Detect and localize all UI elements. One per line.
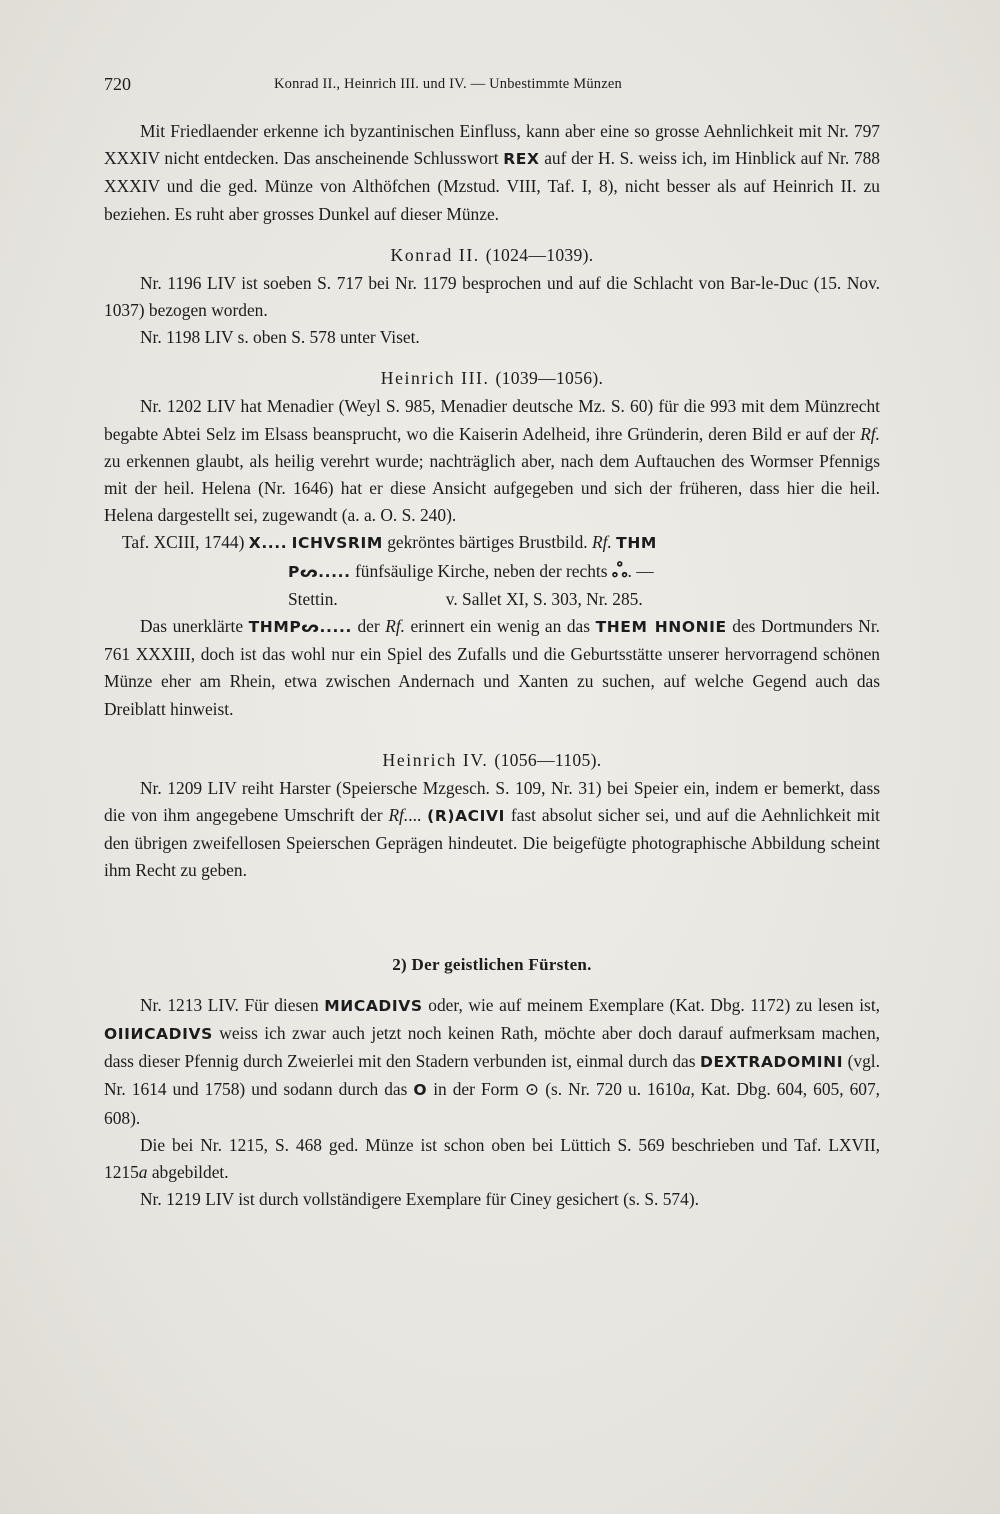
coin-legend: THM xyxy=(616,534,657,553)
reverse-abbrev: Rf. xyxy=(388,805,409,826)
coin-legend: REX xyxy=(503,150,540,169)
italic-letter: a xyxy=(681,1079,691,1100)
section2-paragraph-3: Nr. 1219 LIV ist durch vollständigere Exemplare für Ciney gesichert (s. S. 574). xyxy=(140,1189,699,1210)
page-number: 720 xyxy=(104,74,131,94)
heinrich3-paragraph-2 xyxy=(104,613,880,723)
coin-legend: Pᔕ..... xyxy=(288,562,351,581)
coin-legend: O xyxy=(413,1081,428,1100)
text-run: in der Form xyxy=(427,1079,525,1100)
heading-name: Heinrich III. xyxy=(380,368,490,389)
text-run: fast absolut sicher sei, und auf die Aehnlichkeit mit den übrigen zweifellosen Speierschen Geprägen hindeutet. Die beigefügte photographische Abbildung scheint ihm Recht zu geben. xyxy=(104,805,880,881)
text-run: Mit Friedlaender erkenne ich byzantinischen Einfluss, kann aber eine so grosse Aehnlichkeit mit Nr. 797 XXXIV nicht entdecken. Das anscheinende Schlusswort xyxy=(104,121,880,169)
coin-entry-line-3 xyxy=(104,586,880,613)
heading-heinrich-3 xyxy=(104,363,880,393)
konrad-paragraph-2: Nr. 1198 LIV s. oben S. 578 unter Viset. xyxy=(140,327,420,348)
text-run: v. Sallet XI, S. 303, Nr. 285. xyxy=(445,588,643,609)
coin-legend: THMPᔕ..... xyxy=(248,618,352,637)
konrad-paragraph-1: Nr. 1196 LIV ist soeben S. 717 bei Nr. 1179 besprochen und auf die Schlacht von Bar-le-Duc (15. Nov. 1037) bezogen worden. xyxy=(104,272,880,321)
trefoil-icon: ஃ xyxy=(611,559,628,582)
coin-legend: (R)ACIVI xyxy=(427,807,505,826)
heading-name: Konrad II. xyxy=(390,244,480,265)
coin-legend: ICHVSRIM xyxy=(291,534,383,553)
text-run: des Dortmunders Nr. 761 XXXIII, doch ist das wohl nur ein Spiel des Zufalls und die Geburtsstätte unserer hervorragend schönen Münze eher am Rhein, etwa zwischen Andernach und Xanten zu suchen, auf welche Gegend auch das Dreiblatt hinweist. xyxy=(104,616,880,719)
text-run: (s. Nr. 720 u. 1610 xyxy=(539,1079,682,1100)
text-run: (vgl. Nr. 1614 und 1758) und sodann durch das xyxy=(104,1051,880,1100)
heading-konrad xyxy=(104,240,880,270)
page-header xyxy=(104,74,880,102)
text-run: . — xyxy=(627,560,654,581)
text-run: Nr. 1209 LIV reiht Harster (Speiersche Mzgesch. S. 109, Nr. 31) bei Speier ein, indem er bemerkt, dass die von ihm angegebene Umschrift der xyxy=(104,777,880,826)
heading-name: Heinrich IV. xyxy=(382,749,489,770)
heinrich3-paragraph-1 xyxy=(104,393,880,529)
reverse-abbrev: Rf. xyxy=(591,532,612,553)
text-run: Das unerklärte xyxy=(140,616,249,637)
section2-paragraph-2 xyxy=(104,1132,880,1186)
text-run: Die bei Nr. 1215, S. 468 ged. Münze ist schon oben bei Lüttich S. 569 beschrieben und Taf. LXVII, 1215 xyxy=(104,1134,880,1183)
section2-paragraph-1 xyxy=(104,992,880,1132)
coin-entry-line-2 xyxy=(104,558,880,586)
coin-legend: THEM HNONIE xyxy=(595,618,727,637)
heading-years: (1056—1105). xyxy=(494,749,602,770)
running-head: Konrad II., Heinrich III. und IV. — Unbestimmte Münzen xyxy=(274,76,622,92)
coin-legend: OIIИCADIVS xyxy=(104,1025,213,1044)
text-run: ... xyxy=(408,805,428,826)
italic-letter: a xyxy=(138,1162,148,1183)
text-run: Nr. 1202 LIV hat Menadier (Weyl S. 985, Menadier deutsche Mz. S. 60) für die 993 mit dem Münzrecht begabte Abtei Selz im Elsass beansprucht, wo die Kaiserin Adelheid, ihre Gründerin, deren Bild er auf der xyxy=(104,396,880,444)
coin-legend: DEXTRADOMINI xyxy=(700,1053,844,1072)
circle-dot-icon: ⊙ xyxy=(524,1079,540,1100)
intro-paragraph xyxy=(104,118,880,228)
text-run: fünfsäulige Kirche, neben der rechts xyxy=(350,560,612,581)
coin-legend: X.... xyxy=(248,534,288,553)
text-run: , Kat. Dbg. 604, 605, 607, 608). xyxy=(104,1079,881,1128)
text-run: zu erkennen glaubt, als heilig verehrt wurde; nachträglich aber, nach dem Auftauchen des Wormser Pfennigs mit der heil. Helena (Nr. 1646) hat er diese Ansicht aufgegeben und sich der früheren, dass hier die heil. Helena dargestellt sei, zugewandt (a. a. O. S. 240). xyxy=(104,450,880,526)
section-heading: 2) Der geistlichen Fürsten. xyxy=(392,954,592,974)
text-run: Nr. 1213 LIV. Für diesen xyxy=(140,994,325,1015)
text-run: abgebildet. xyxy=(147,1162,229,1183)
text-run: weiss ich zwar auch jetzt noch keinen Rath, möchte aber doch darauf aufmerksam machen, dass dieser Pfennig durch Zweierlei mit den Stadern verbunden ist, einmal durch das xyxy=(104,1023,880,1072)
coin-entry-line-1 xyxy=(104,529,880,557)
text-run: auf der H. S. weiss ich, im Hinblick auf Nr. 788 XXXIV und die ged. Münze von Althöfchen (Mzstud. VIII, Taf. I, 8), nicht besser als auf Heinrich II. zu beziehen. Es ruht aber grosses Dunkel auf dieser Münze. xyxy=(104,148,880,224)
heinrich4-paragraph-1 xyxy=(104,775,880,885)
reverse-abbrev: Rf. xyxy=(385,616,406,637)
text-run: Taf. XCIII, 1744) xyxy=(122,532,249,553)
reverse-abbrev: Rf. xyxy=(860,423,880,444)
heading-heinrich-4 xyxy=(104,745,880,775)
text-run: gekröntes bärtiges Brustbild. xyxy=(382,532,592,553)
text-run: Stettin. xyxy=(288,588,338,609)
text-run: der xyxy=(351,616,386,637)
heading-years: (1039—1056). xyxy=(495,368,604,389)
text-run: erinnert ein wenig an das xyxy=(405,616,596,637)
text-run: oder, wie auf meinem Exemplare (Kat. Dbg. 1172) zu lesen ist, xyxy=(422,994,880,1015)
page-body xyxy=(104,118,880,1214)
heading-years: (1024—1039). xyxy=(485,244,594,265)
coin-legend: MИCADIVS xyxy=(324,996,423,1015)
